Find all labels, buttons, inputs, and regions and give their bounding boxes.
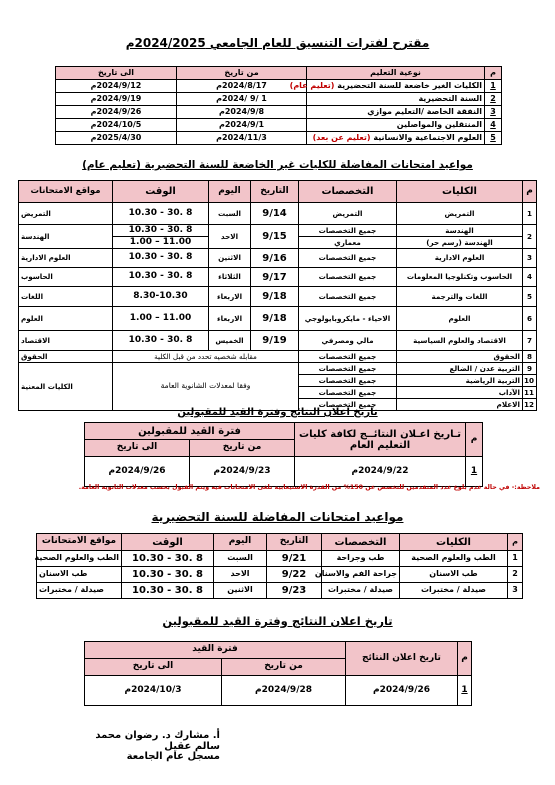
table-row: الهندسة (رسم حر) معماري 11.00 – 1.00: [19, 237, 537, 249]
table-row: 4 المنتقلين والمواصلين 2024/9/1م 2024/10/5م: [56, 119, 502, 132]
table-row: 3 العلوم الادارية جميع التخصصات 9/16 الاثنين 8 .30 - 10.30 العلوم الادارية: [19, 249, 537, 268]
table-row: 1 2024/9/26م 2024/9/28م 2024/10/3م: [85, 676, 472, 706]
table-row: 6 العلوم الاحياء - مايكروبايولوجي 9/18 الاربعاء 11.00 – 1.00 العلوم: [19, 307, 537, 331]
table-row: 11 الآداب جميع التخصصات: [19, 387, 537, 399]
table-row: 1 التمريض التمريض 9/14 السبت 8 .30 - 10.30 التمريض: [19, 203, 537, 225]
schedule-table: [55, 66, 502, 145]
table-row: 8 الحقوق جميع التخصصات مقابله شخصيه تحدد من قبل الكلية الحقوق: [19, 351, 537, 363]
col-to: الى تاريخ: [56, 67, 177, 80]
table-row: 5 اللغات والترجمة جميع التخصصات 9/18 الاربعاء 8.30-10.30 اللغات: [19, 287, 537, 307]
exam-table: م الكليات التخصصات التاريخ اليوم الوقت مواقع الامتحانات 1 التمريض التمريض 9/14 السبت 8 .30 - 10.30 التمريض 2 الهندسة جميع التخصصات 9/15 الاحد 8 .30 - 10.30 الهندسة الهندسة (رسم حر) معماري 11.00 – 1.00 3 العلوم الادارية جميع التخصصات 9/16 الاثنين 8 .30 - 10.30 العلوم الادارية 4 الحاسوب وتكنلوجيا المعلومات جميع التخصصات 9/17 الثلاثاء 8 .30 - 10.30 الحاسوب 5 اللغات والترجمة جميع التخصصات 9/18 الاربعاء 8.30-10.30 اللغات 6 العلوم الاحياء - مايكروبايولوجي 9/18 الاربعاء 11.00 – 1.00 العلوم 7 الاقتصاد والعلوم السياسية مالي ومصرفي 9/19 الخميس 8 .30 - 10.30 الاقتصاد 8 الحقوق جميع التخصصات مقابله شخصيه تحدد من قبل الكلية الحقوق 9 التربية عدن / الضالع جميع التخصصات وفقا لمعدلات الشانوية العامة الكليات المعنية 10 التربية الرياضية جميع التخصصات 11 الآداب جميع التخصصات 12 الاعلام جميع التخصصات: [18, 180, 537, 411]
col-num: م: [485, 67, 502, 80]
col-from: من تاريخ: [177, 67, 307, 80]
main-title: مقترح لفترات التنسيق للعام الجامعي 2024/2025م: [125, 36, 430, 50]
table-row: 7 الاقتصاد والعلوم السياسية مالي ومصرفي 9/19 الخميس 8 .30 - 10.30 الاقتصاد: [19, 331, 537, 351]
table-row: 2 طب الاسنان جراحة الفم والاسنان 9/22 الاحد 8 .30 - 10.30 طب الاسنان: [37, 567, 523, 583]
signature-role: مسجل عام الجامعة: [126, 751, 220, 762]
table-row: 4 الحاسوب وتكنلوجيا المعلومات جميع التخصصات 9/17 الثلاثاء 8 .30 - 10.30 الحاسوب: [19, 268, 537, 287]
section-title: تاريخ اعلان النتائج وفترة القيد للمقبولين: [177, 407, 378, 418]
table-row: 10 التربية الرياضية جميع التخصصات: [19, 375, 537, 387]
table-row: 1 الطب والعلوم الصحية طب وجراحة 9/21 السبت 8 .30 - 10.30 الطب والعلوم الصحية: [37, 551, 523, 567]
table-row: 2 الهندسة جميع التخصصات 9/15 الاحد 8 .30 - 10.30 الهندسة: [19, 225, 537, 237]
section-title: مواعيد امتحانات المفاضلة للكليات غير الخاضعة للسنة التحضيرية (تعليم عام): [82, 159, 473, 171]
note-text: ملاحظة:- في حالة عدم بلوغ عدد المتقدمين للتخصص عن 150% من القدرة الاستيعابية تلغى الامتحانات فيه ويتم القبول بحسب معدلات الثانوية العامة.: [78, 484, 540, 491]
signature-name: أ. مشارك د. رضوان محمد سالم عقيل: [95, 730, 220, 752]
table-row: 9 التربية عدن / الضالع جميع التخصصات وفقا لمعدلات الشانوية العامة الكليات المعنية: [19, 363, 537, 375]
table-row: 3 النفقة الخاصة /التعليم موازي 2024/9/8م 2024/9/26م: [56, 106, 502, 119]
prep-results-table: م تاريخ اعلان النتائج فترة القيد من تاريخ الى تاريخ 1 2024/9/26م 2024/9/28م 2024/10/3م: [84, 641, 472, 706]
table-row: 1 2024/9/22م 2024/9/23م 2024/9/26م: [85, 457, 483, 487]
table-row: 5 العلوم الاجتماعية والانسانية (تعليم عن بعد) 2024/11/3م 2025/4/30م: [56, 132, 502, 145]
col-type: نوعية التعليم: [307, 67, 485, 80]
section-title: تاريخ اعلان النتائج وفترة القيد للمقبولين: [162, 614, 393, 628]
results-table: م تـاريخ اعـلان النتائــج لكافة كليات التعليم العام فترة القيد للمقبولين من تاريخ الى تاريخ 1 2024/9/22م 2024/9/23م 2024/9/26م: [84, 422, 483, 487]
prep-exam-table: م الكليات التخصصات التاريخ اليوم الوقت مواقع الامتحانات 1 الطب والعلوم الصحية طب وجراحة 9/21 السبت 8 .30 - 10.30 الطب والعلوم الصحية 2 طب الاسنان جراحة الفم والاسنان 9/22 الاحد 8 .30 - 10.30 طب الاسنان 3 صيدلة / مختبرات صيدلة / مختبرات 9/23 الاثنين 8 .30 - 10.30 صيدلة / مختبرات: [36, 533, 523, 599]
table-row: 12 الاعلام جميع التخصصات: [19, 399, 537, 411]
table-row: 2 السنة التحضيرية 1 /9 /2024م 2024/9/19م: [56, 93, 502, 106]
table-row: 1 الكليات الغير خاضعة للسنة التحضيرية (تعليم عام) 2024/8/17م 2024/9/12م: [56, 80, 502, 93]
table-row: 3 صيدلة / مختبرات صيدلة / مختبرات 9/23 الاثنين 8 .30 - 10.30 صيدلة / مختبرات: [37, 583, 523, 599]
section-title: مواعيد امتحانات المفاضلة للسنة التحضيرية: [151, 510, 404, 524]
